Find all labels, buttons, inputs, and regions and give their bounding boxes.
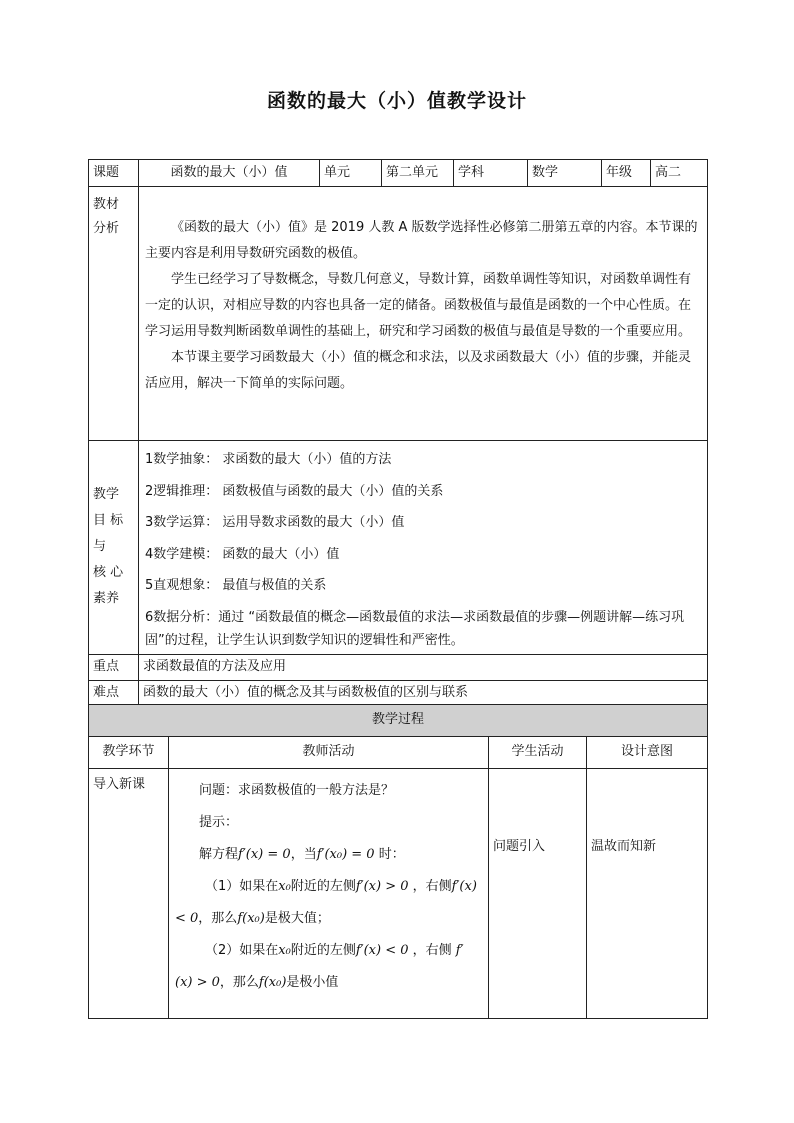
text: 附近的左侧 (290, 879, 356, 894)
goal-item: 3数学运算： 运用导数求函数的最大（小）值 (145, 515, 405, 530)
student-activity-cell: 问题引入 (489, 769, 587, 1019)
header-row (89, 160, 708, 187)
goals-label-line: 核 心 (93, 565, 124, 581)
stage-cell: 导入新课 (89, 769, 169, 1019)
goals-row (89, 441, 708, 655)
analysis-paragraph: 学生已经学习了导数概念，导数几何意义，导数计算，函数单调性等知识，对函数单调性有一定的认识，对相应导数的内容也具备一定的储备。函数极值与最值是函数的一个中心性质。在学习运用导数判断函数单调性的基础上，研究和学习函数的极值与最值是导数的一个重要应用。 (145, 272, 692, 339)
teaching-process-table (88, 704, 708, 1019)
goal-item: 1数学抽象： 求函数的最大（小）值的方法 (145, 452, 392, 467)
formula: f(x₀) (237, 911, 265, 926)
difficulty-value: 函数的最大（小）值的概念及其与函数极值的区别与联系 (139, 680, 708, 706)
text: （1）如果在 (205, 879, 279, 894)
subject-value: 数学 (528, 160, 602, 187)
goal-item: 2逻辑推理： 函数极值与函数的最大（小）值的关系 (145, 483, 444, 499)
analysis-content (139, 187, 708, 441)
key-point-row (89, 654, 708, 680)
formula: x₀ (278, 879, 291, 894)
text: ，右侧 (408, 943, 456, 958)
teacher-line (169, 871, 486, 903)
student-activity-header: 学生活动 (489, 737, 587, 769)
goal-item: 6数据分析：通过 “函数最值的概念—函数最值的求法—求函数最值的步骤—例题讲解—练习巩固”的过程，让学生认识到数学知识的逻辑性和严密性。 (145, 609, 685, 648)
analysis-paragraph: 《函数的最大（小）值》是 2019 人教 A 版数学选择性必修第二册第五章的内容。本节课的主要内容是利用导数研究函数的极值。 (145, 220, 698, 261)
formula: f′(x) < 0 (355, 943, 409, 958)
formula: < 0 (175, 911, 199, 926)
text: ，那么 (219, 975, 259, 990)
analysis-label-line: 分析 (93, 221, 120, 236)
difficulty-label: 难点 (89, 680, 139, 706)
text: （2）如果在 (205, 943, 279, 958)
text: 是极大值； (264, 911, 330, 926)
goals-label-line: 素养 (93, 591, 120, 607)
grade-label: 年级 (602, 160, 651, 187)
process-header-row (89, 737, 708, 769)
unit-label: 单元 (320, 160, 382, 187)
design-intent-cell: 温故而知新 (587, 769, 708, 1019)
text: ，右侧 (408, 879, 452, 894)
stage-header: 教学环节 (89, 737, 169, 769)
subject-label: 学科 (454, 160, 528, 187)
formula: f(x₀) (258, 975, 287, 990)
goals-label (89, 441, 139, 655)
goals-content (139, 441, 708, 655)
analysis-paragraph: 本节课主要学习函数最大（小）值的概念和求法，以及求函数最大（小）值的步骤，并能灵活应用，解决一下简单的实际问题。 (145, 350, 692, 391)
text: 解方程 (199, 847, 239, 862)
formula: (x) > 0 (175, 975, 220, 990)
formula: x₀ (278, 943, 291, 958)
goal-item: 4数学建模： 函数的最大（小）值 (145, 546, 340, 562)
teacher-activity-header: 教师活动 (169, 737, 489, 769)
process-title-row (89, 705, 708, 737)
process-row (89, 769, 708, 1019)
teacher-activity-cell (169, 769, 489, 1019)
formula: f′(x) > 0 (355, 879, 409, 894)
unit-value: 第二单元 (382, 160, 454, 187)
goal-item: 5直观想象： 最值与极值的关系 (145, 578, 327, 593)
teacher-line (169, 839, 486, 871)
formula: f′(x) (451, 879, 477, 894)
teacher-question: 问题：求函数极值的一般方法是？ (199, 783, 395, 798)
analysis-row (89, 187, 708, 441)
text: 是极小值 (286, 975, 339, 990)
grade-value: 高二 (651, 160, 708, 187)
teacher-line (169, 967, 486, 999)
key-point-label: 重点 (89, 654, 139, 680)
goals-label-line: 目 标 (93, 513, 124, 529)
analysis-label (89, 187, 139, 441)
formula: f′(x₀) = 0 (316, 847, 375, 862)
teacher-hint: 提示： (199, 815, 239, 830)
topic-label: 课题 (89, 160, 139, 187)
text: 时： (374, 847, 405, 862)
document-title: 函数的最大（小）值教学设计 (266, 90, 527, 112)
formula: f′(x) = 0 (238, 847, 291, 862)
topic-value: 函数的最大（小）值 (139, 160, 320, 187)
analysis-label-line: 教材 (93, 197, 120, 212)
text: ，那么 (198, 911, 238, 926)
key-point-value: 求函数最值的方法及应用 (139, 654, 708, 680)
goals-label-line: 教学 (93, 487, 120, 503)
text: 附近的左侧 (290, 943, 356, 958)
process-section-title: 教学过程 (89, 705, 708, 737)
teacher-line (169, 903, 486, 935)
formula: f′ (455, 943, 464, 958)
text: ，当 (290, 847, 317, 862)
goals-label-line: 与 (93, 539, 107, 555)
design-intent-header: 设计意图 (587, 737, 708, 769)
lesson-info-table (88, 159, 708, 707)
teacher-line (169, 935, 486, 967)
difficulty-row (89, 680, 708, 706)
